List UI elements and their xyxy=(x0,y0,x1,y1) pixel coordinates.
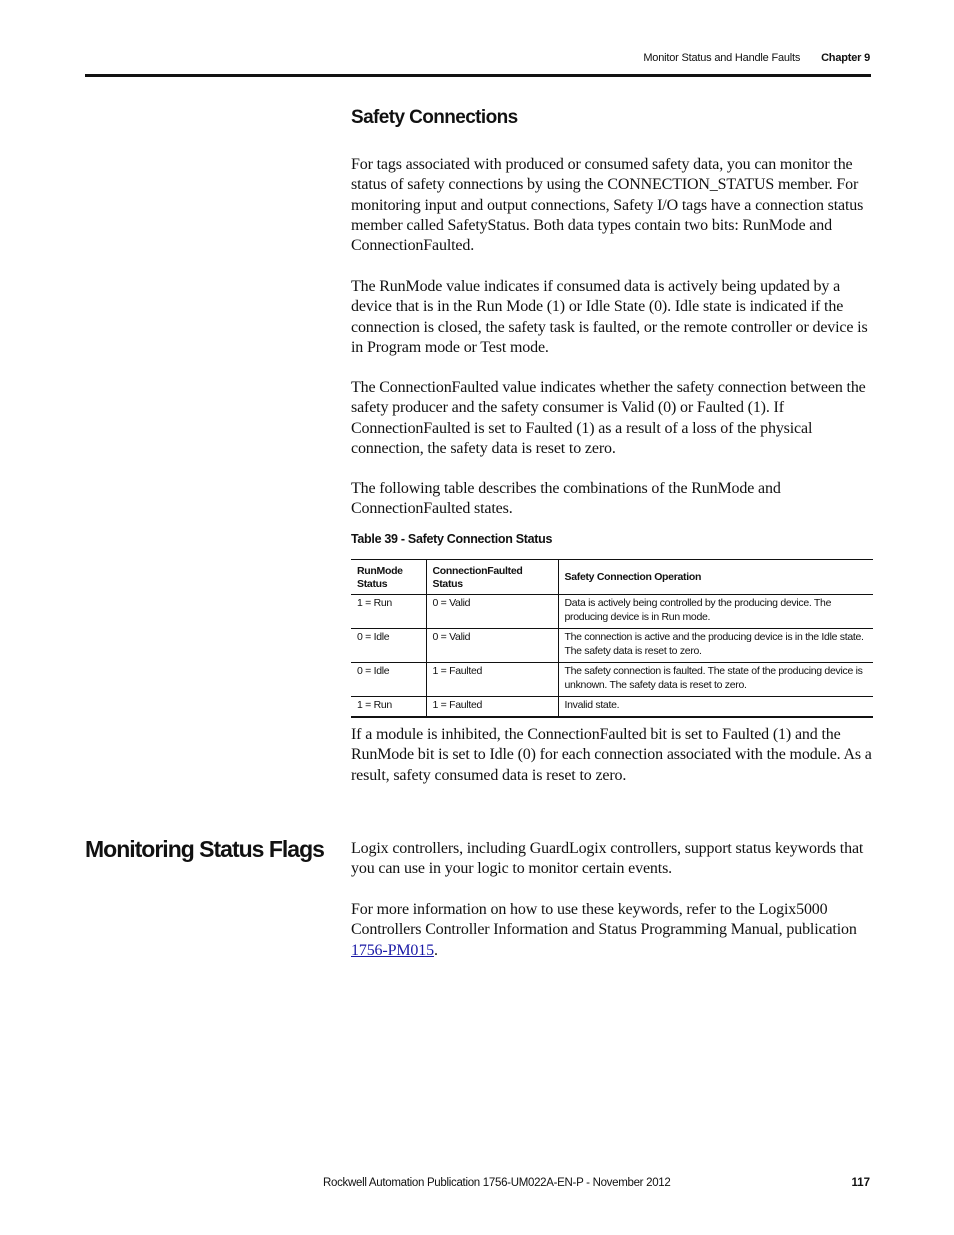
cell-operation: Data is actively being controlled by the producing device. The producing device is in Run mode. xyxy=(558,595,873,629)
table-row xyxy=(351,663,873,697)
table-row xyxy=(351,697,873,717)
cell-runmode: 0 = Idle xyxy=(351,663,426,697)
cell-operation: The safety connection is faulted. The state of the producing device is unknown. The safety data is reset to zero. xyxy=(558,663,873,697)
safety-connections-paragraph-2: The RunMode value indicates if consumed data is actively being updated by a device that is in the Run Mode (1) or Idle State (0). Idle state is indicated if the connection is closed, the safety task is faulted, or the remote controller or device is in Program mode or Test mode. xyxy=(351,278,868,356)
cell-faulted: 1 = Faulted xyxy=(426,663,558,697)
safety-connections-paragraph-3: The ConnectionFaulted value indicates whether the safety connection between the safety producer and the safety consumer is Valid (0) or Faulted (1). If ConnectionFaulted is set to Faulted (1) as a result of a loss of the physical connection, the safety data is reset to zero. xyxy=(351,379,866,457)
cell-operation: Invalid state. xyxy=(558,697,873,717)
safety-connections-paragraph-1: For tags associated with produced or consumed safety data, you can monitor the status of safety connections by using the CONNECTION_STATUS member. For monitoring input and output connections, Safety I/O tags have a connection status member called SafetyStatus. Both data types contain two bits: RunMode and ConnectionFaulted. xyxy=(351,156,864,255)
footer-publication: Rockwell Automation Publication 1756-UM022A-EN-P - November 2012 xyxy=(323,1177,671,1189)
header-safety-connection-operation: Safety Connection Operation xyxy=(558,560,873,595)
table-row xyxy=(351,629,873,663)
cell-operation: The connection is active and the producing device is in the Idle state. The safety data is reset to zero. xyxy=(558,629,873,663)
header-connectionfaulted-status: ConnectionFaulted Status xyxy=(426,560,558,595)
publication-link[interactable]: 1756-PM015 xyxy=(351,941,434,959)
cell-runmode: 0 = Idle xyxy=(351,629,426,663)
safety-connections-paragraph-4: The following table describes the combinations of the RunMode and ConnectionFaulted states. xyxy=(351,480,781,518)
table-header-row xyxy=(351,560,873,595)
table-row xyxy=(351,595,873,629)
cell-faulted: 1 = Faulted xyxy=(426,697,558,717)
running-header xyxy=(643,52,870,64)
cell-faulted: 0 = Valid xyxy=(426,595,558,629)
inhibited-module-paragraph: If a module is inhibited, the ConnectionFaulted bit is set to Faulted (1) and the RunMode bit is set to Idle (0) for each connection associated with the module. As a result, safety consumed data is reset to zero. xyxy=(351,726,872,784)
safety-connections-heading: Safety Connections xyxy=(351,107,518,128)
page-number: 117 xyxy=(851,1177,870,1189)
cell-runmode: 1 = Run xyxy=(351,595,426,629)
header-rule xyxy=(85,74,871,77)
monitoring-status-flags-heading: Monitoring Status Flags xyxy=(85,836,324,862)
cell-faulted: 0 = Valid xyxy=(426,629,558,663)
safety-connection-status-table xyxy=(351,559,873,718)
table-caption: Table 39 - Safety Connection Status xyxy=(351,532,553,546)
header-chapter-label: Chapter 9 xyxy=(821,52,870,64)
monitoring-paragraph-2: For more information on how to use these keywords, refer to the Logix5000 Controllers Controller Information and Status Programming Manual, publication 1756-PM015. xyxy=(351,901,857,959)
cell-runmode: 1 = Run xyxy=(351,697,426,717)
monitoring-paragraph-1: Logix controllers, including GuardLogix controllers, support status keywords that you can use in your logic to monitor certain events. xyxy=(351,840,864,878)
header-section-title: Monitor Status and Handle Faults xyxy=(643,52,801,64)
header-runmode-status: RunMode Status xyxy=(351,560,426,595)
